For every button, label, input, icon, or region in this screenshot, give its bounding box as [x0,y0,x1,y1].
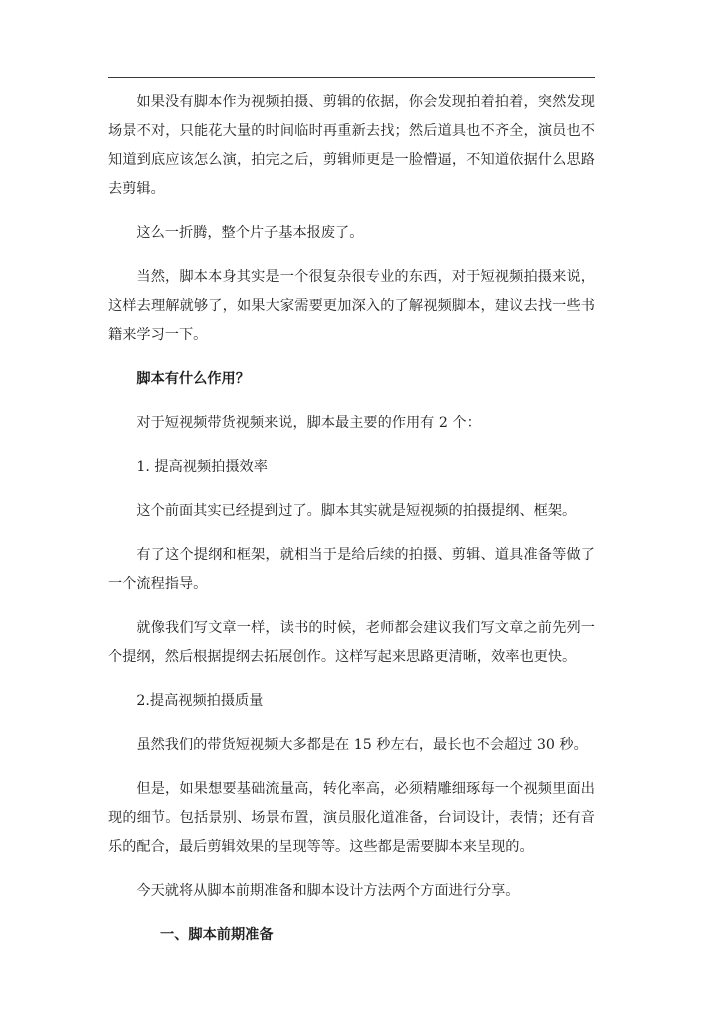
list-item-point-1: 1. 提高视频拍摄效率 [136,459,268,475]
paragraph: 这个前面其实已经提到过了。脚本其实就是短视频的拍摄提纲、框架。 [136,503,577,519]
paragraph: 如果没有脚本作为视频拍摄、剪辑的依据，你会发现拍着拍着，突然发现场景不对，只能花大量的时间临时再重新去找；然后道具也不齐全，演员也不知道到底应该怎么演，拍完之后，剪辑师更是一脸懵逼，不知道依据什么思路去剪辑。 [108,94,595,197]
subheading-what-is-script-for: 脚本有什么作用？ [136,371,250,387]
list-item-point-2: 2.提高视频拍摄质量 [136,693,264,709]
paragraph: 今天就将从脚本前期准备和脚本设计方法两个方面进行分享。 [136,883,520,899]
paragraph: 就像我们写文章一样，读书的时候，老师都会建议我们写文章之前先列一个提纲，然后根据提纲去拓展创作。这样写起来思路更清晰，效率也更快。 [108,620,595,665]
paragraph: 有了这个提纲和框架，就相当于是给后续的拍摄、剪辑、道具准备等做了一个流程指导。 [108,547,595,592]
paragraph: 但是，如果想要基础流量高，转化率高，必须精雕细琢每一个视频里面出现的细节。包括景别、场景布置，演员服化道准备，台词设计，表情；还有音乐的配合，最后剪辑效果的呈现等等。这些都是需要脚本来呈现的。 [108,781,595,855]
paragraph: 这么一折腾，整个片子基本报废了。 [136,225,364,241]
paragraph: 当然，脚本本身其实是一个很复杂很专业的东西，对于短视频拍摄来说，这样去理解就够了，如果大家需要更加深入的了解视频脚本，建议去找一些书籍来学习一下。 [108,269,595,343]
section-heading: 一、脚本前期准备 [160,927,274,943]
paragraph: 虽然我们的带货短视频大多都是在 15 秒左右，最长也不会超过 30 秒。 [136,737,588,753]
header-rule [108,77,595,78]
paragraph: 对于短视频带货视频来说，脚本最主要的作用有 2 个： [136,415,481,431]
document-body [108,88,595,965]
